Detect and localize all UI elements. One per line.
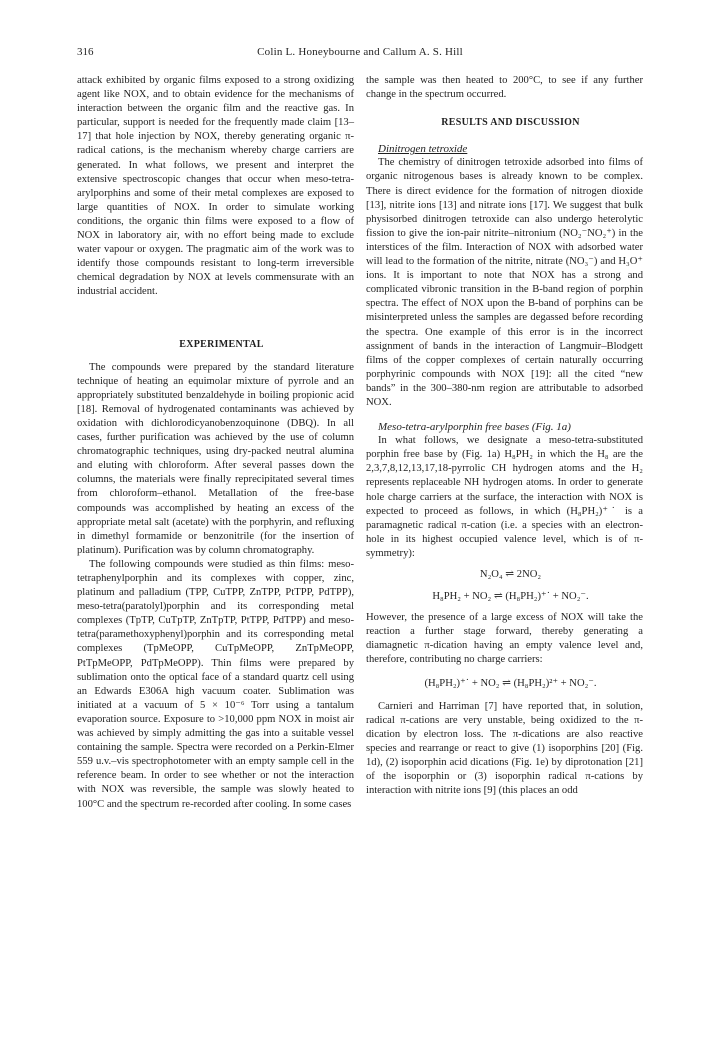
section-heading-experimental: EXPERIMENTAL: [179, 338, 264, 350]
carnieri-paragraph: Carnieri and Harriman [7] have reported that, in solution, radical π-cations are very unstable, being oxidized to the π-dication by electron loss. The π-dications are also reactive species and rearrange or react to give (1) isoporphins [20] (Fig. 1d), (2) isoporphin acid dications (Fig. 1e) by diprotonation [21] of the isoporphin or (3) isoporphin radical π-cations by interaction with nitrite ions [9] (this places an odd: [366, 700, 643, 797]
experimental-paragraph: The compounds were prepared by the standard literature technique of heating an equimolar mixture of pyrrole and an appropriately substituted benzaldehyde in boiling propionic acid [18]. Removal of hydrogenated contaminants was achieved by oxidation with dichlorodicyanobenzoquinone (DBQ). In all cases, further purification was achieved by the use of column chromatographic techniques, using dry-packed neutral alumina and eluting with chloroform. After several passes down the columns, the materials were finally reprecipitated several times from chloroform–ethanol. Metallation of the free-base compounds was accomplished by heating an excess of the appropriate metal salt (acetate) with the porphyrin, and refluxing in dimethyl formamide or benzonitrile (for the insertion of platinum). Purification was by column chromatography.: [77, 361, 354, 556]
subheading-free-bases: Meso-tetra-arylporphin free bases (Fig. 1a): [378, 421, 571, 434]
continuation-paragraph: the sample was then heated to 200°C, to see if any further change in the spectrum occurred.: [366, 75, 643, 101]
running-title: Colin L. Honeybourne and Callum A. S. Hill: [257, 46, 463, 58]
page-header: [77, 46, 643, 64]
subheading-dinitrogen-tetroxide: Dinitrogen tetroxide: [378, 143, 468, 156]
left-column: [77, 74, 354, 812]
equation-1: N₂O₄ ⇌ 2NO₂: [479, 569, 542, 580]
intro-paragraph: attack exhibited by organic films exposed to a strong oxidizing agent like NOX, and to obtain evidence for the mechanisms of interaction between the organic film and the reactive gas. In particular, support is needed for the frequently made claim [13–17] that hole injection by NOX, thereby generating organic π-radical cations, is the mechanism whereby charge carriers are generated. In what follows, we present and interpret the extensive spectroscopic changes that occur when meso-tetra-arylporphins and some of their metal complexes are exposed to large quantities of NOX. In order to simulate working conditions, the organic thin films were exposed to a flow of NOX in laboratory air, with no effort being made to exclude water vapour or oxygen. The pragmatic aim of the work was to identify those compounds resistant to long-term irreversible chemical degradation by NOX at levels commensurate with an industrial accident.: [77, 75, 354, 298]
equation-2: H₈PH₂ + NO₂ ⇌ (H₈PH₂)⁺˙ + NO₂⁻.: [432, 591, 589, 603]
right-column: [366, 74, 643, 798]
compounds-paragraph: The following compounds were studied as thin films: meso-tetraphenylporphin and its complexes with copper, zinc, platinum and palladium (TPP, CuTPP, ZnTPP, PtTPP, PdTPP), meso-tetra(paratolyl)porphin and its corresponding metal complexes (TpTP, CuTpTP, ZnTpTP, PtTPP, PdTPP) and meso-tetra(paramethoxyphenyl)porphin and its corresponding metal complexes (TpMeOPP, CuTpMeOPP, ZnTpMeOPP, PtTpMeOPP, PdTpMeOPP). Thin films were prepared by sublimation onto the optical face of a standard quartz cell using an Edwards E306A high vacuum coater. Sublimation was initiated at a vacuum of 5 × 10⁻⁶ Torr using a tantalum evaporation source. Exposure to >10,000 ppm NOX in moist air was achieved by simply admitting the gas into a suitable vessel containing the sample. Spectra were recorded on a Perkin-Elmer 559 u.v.–vis spectrophotometer with an empty sample cell in the reference beam. In order to see whether or not the interaction with NOX was reversible, the sample was slowly heated to 100°C and the spectrum re-recorded after cooling. In some cases: [77, 558, 354, 810]
however-paragraph: However, the presence of a large excess of NOX will take the reaction a further stage forward, thereby generating a diamagnetic π-dication having an empty valence level and, therefore, contributing no charge carriers:: [366, 612, 643, 666]
dinitrogen-paragraph: The chemistry of dinitrogen tetroxide adsorbed into films of organic nitrogenous bases is already known to be complex. There is direct evidence for the formation of nitrogen dioxide [13], nitrite ions [13] and nitrate ions [17]. We suggest that bulk physisorbed dinitrogen tetroxide can also undergo heterolytic fission to give the ion-pair nitrite–nitronium (NO₂⁻NO₂⁺) in the interstices of the film. Interaction of NOX with adsorbed water will lead to the formation of the nitrite, nitrate (NO₃⁻) and H₃O⁺ ions. It is important to note that NOX has a strong and complicated vibronic transition in the B-band region of porphin spectra. The effect of NOX upon the B-band of porphins can be misinterpreted unless the samples are degassed before recording the spectra. One example of this error is in the incorrect assignment of bands in the interaction of Langmuir–Blodgett films of the copper complexes of certain naturally occurring porphyrinic compounds with NOX [19]: all the cited “new bands” in the 300–380-nm region are attributable to adsorbed NOX.: [366, 157, 643, 408]
section-heading-results: RESULTS AND DISCUSSION: [441, 117, 580, 129]
equation-3: (H₈PH₂)⁺˙ + NO₂ ⇌ (H₈PH₂)²⁺ + NO₂⁻.: [424, 677, 597, 689]
free-bases-paragraph: In what follows, we designate a meso-tetra-substituted porphin free base by (Fig. 1a) H₈PH₂ in which the H₈ are the 2,3,7,8,12,13,17,18-pyrrolic CH hydrogen atoms and the H₂ represents replaceable NH hydrogen atoms. In order to generate hole charge carriers at the surface, the interaction with NOX is expected to proceed as follows, in which (H₈PH₂)⁺˙ is a paramagnetic radical π-cation (i.e. a species with an electron-hole in its highest occupied valence level, which is of π-symmetry):: [366, 435, 643, 559]
page-number: 316: [77, 46, 94, 58]
